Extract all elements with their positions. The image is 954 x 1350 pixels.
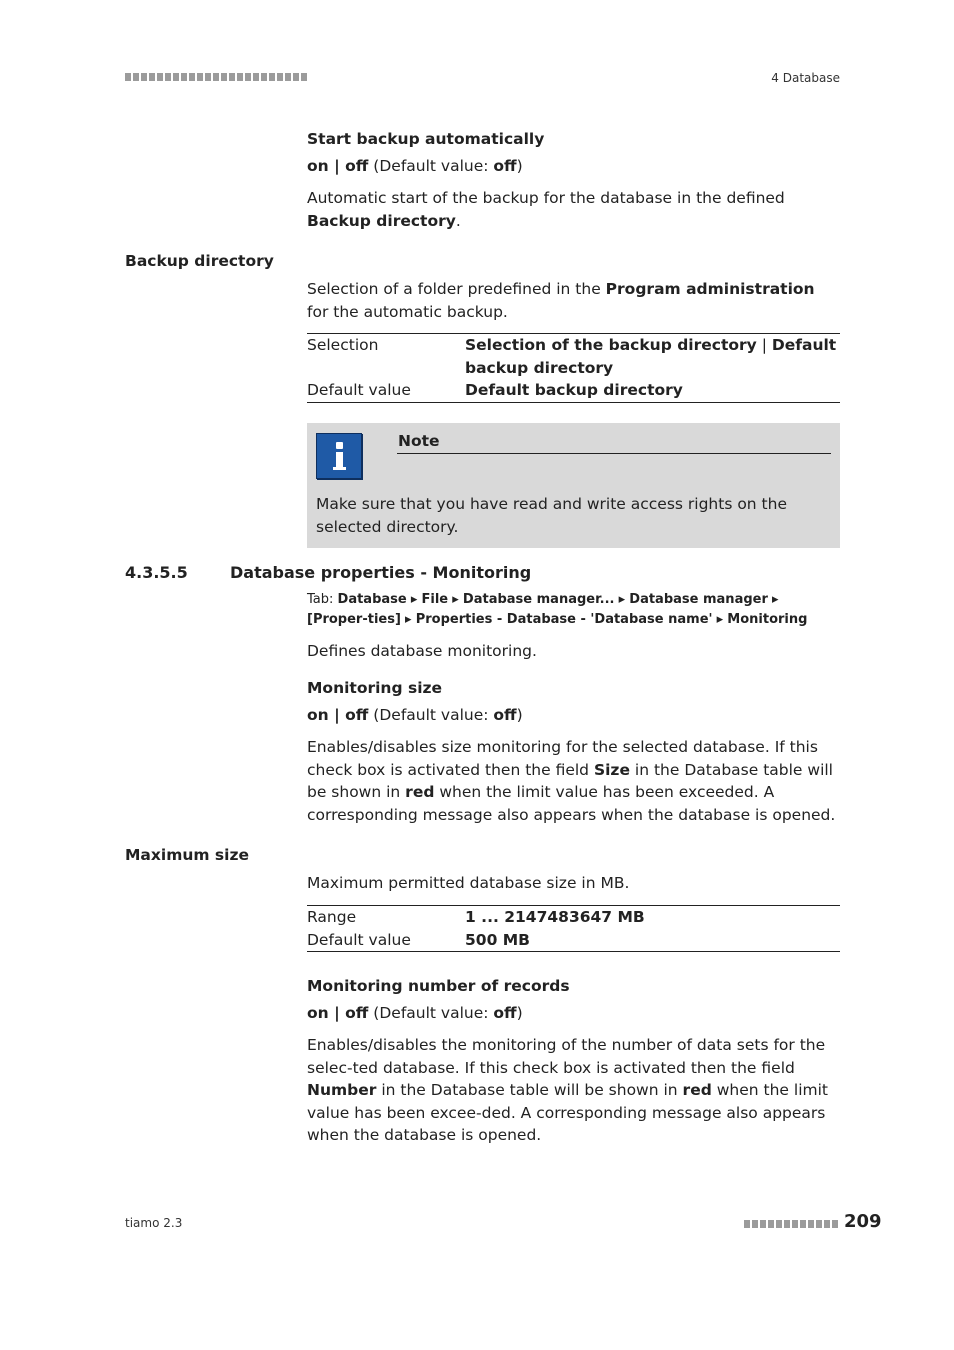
monitoring-records-description: Enables/disables the monitoring of the number of data sets for the selec-ted database. If this check box is activated then the field Number in the Database table will be shown in red when the limit value has been excee-ded. A corresponding message also appears when the database is opened.	[307, 1036, 828, 1145]
table-row	[307, 929, 840, 952]
table-row	[307, 334, 840, 380]
header-marker	[125, 73, 307, 81]
table-row	[307, 379, 840, 402]
start-backup-values: on | off (Default value: off)	[307, 157, 523, 175]
info-icon	[316, 433, 362, 479]
monitoring-size-description: Enables/disables size monitoring for the selected database. If this check box is activated then the field Size in the Database table will be shown in red when the limit value has been exceeded. A corresponding message also appears when the database is opened.	[307, 738, 836, 824]
footer-product: tiamo 2.3	[125, 1216, 183, 1230]
backup-directory-description: Selection of a folder predefined in the Program administration for the automatic backup.	[307, 280, 815, 321]
header-section: 4 Database	[771, 71, 840, 85]
tab-path: Tab: Database ▸ File ▸ Database manager... ▸ Database manager ▸ [Proper-ties] ▸ Properties - Database - 'Database name' ▸ Monitoring	[307, 592, 808, 627]
section-title: Database properties - Monitoring	[230, 563, 532, 582]
monitoring-size-values: on | off (Default value: off)	[307, 706, 523, 724]
section-intro: Defines database monitoring.	[307, 642, 537, 660]
table-key: Selection	[307, 336, 379, 354]
table-key: Default value	[307, 930, 411, 949]
maximum-size-description: Maximum permitted database size in MB.	[307, 874, 630, 892]
monitoring-records-values: on | off (Default value: off)	[307, 1004, 523, 1022]
monitoring-size-title: Monitoring size	[307, 679, 443, 697]
start-backup-description: Automatic start of the backup for the database in the defined Backup directory.	[307, 189, 785, 230]
note-divider	[397, 453, 831, 454]
page-number: 209	[844, 1211, 882, 1232]
monitoring-records-title: Monitoring number of records	[307, 977, 570, 995]
note-text: Make sure that you have read and write access rights on the selected directory.	[316, 495, 787, 536]
backup-directory-label: Backup directory	[125, 252, 274, 270]
start-backup-title: Start backup automatically	[307, 130, 545, 148]
footer-marker	[744, 1220, 838, 1228]
table-value: Selection of the backup directory | Default backup directory	[465, 336, 837, 377]
table-key: Default value	[307, 381, 411, 400]
table-row	[307, 906, 840, 929]
section-number: 4.3.5.5	[125, 563, 188, 582]
table-value: 500 MB	[465, 930, 530, 949]
note-title: Note	[398, 432, 440, 450]
maximum-size-label: Maximum size	[125, 846, 249, 864]
table-value: Default backup directory	[465, 381, 683, 400]
maximum-size-table	[307, 905, 840, 952]
table-value: 1 ... 2147483647 MB	[465, 908, 645, 926]
table-key: Range	[307, 908, 357, 926]
note-box	[307, 423, 840, 548]
backup-directory-table	[307, 333, 840, 403]
